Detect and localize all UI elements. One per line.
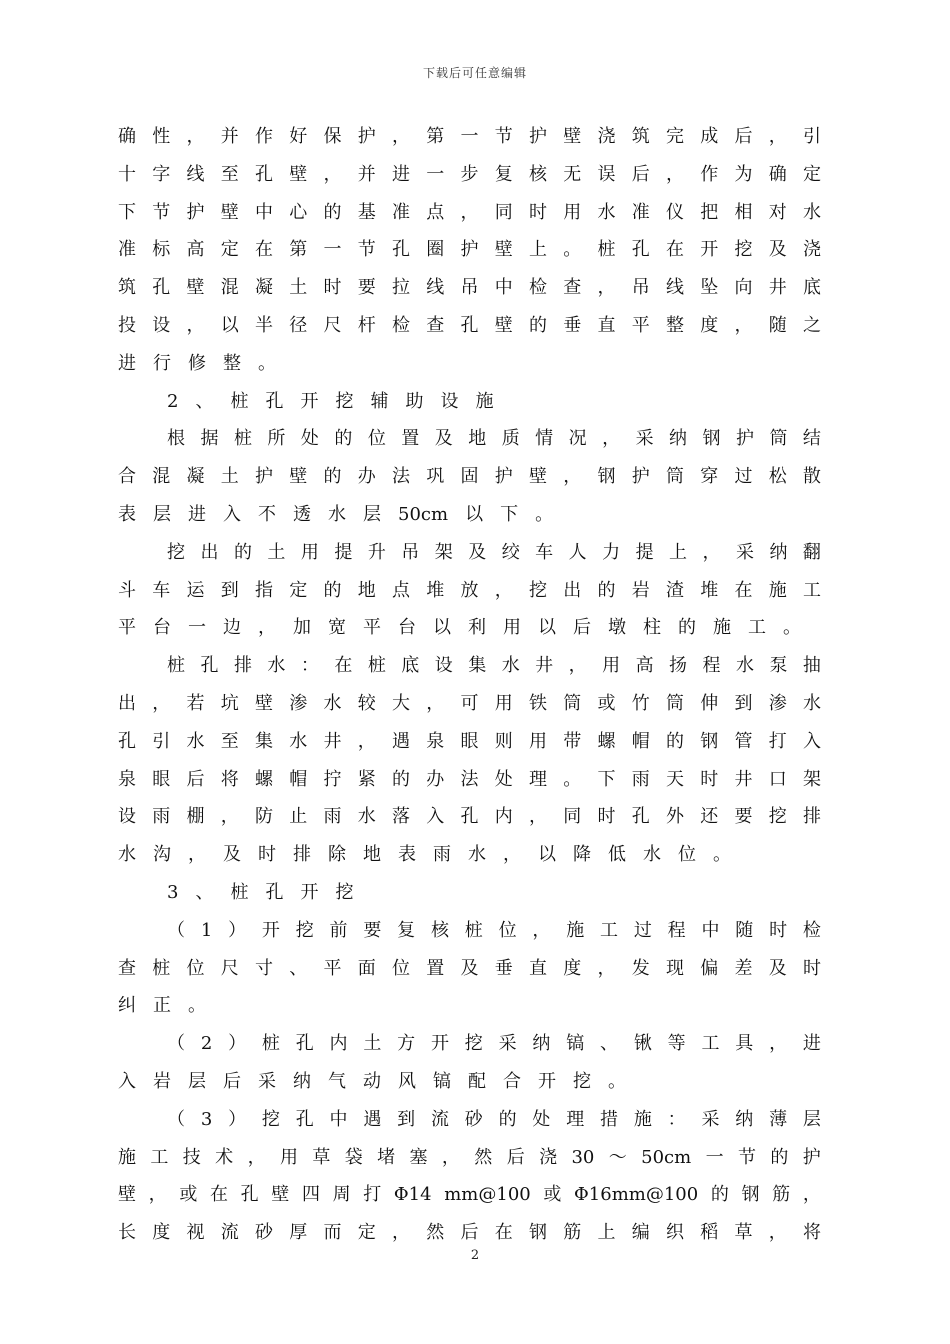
text-line: 纠 正 。 [118, 995, 206, 1017]
text-line: 投 设 ， 以 半 径 尺 杆 检 查 孔 壁 的 垂 直 平 整 度 ， 随 之 [118, 314, 821, 336]
text-line: （ 1 ） 开 挖 前 要 复 核 桩 位 ， 施 工 过 程 中 随 时 检 [167, 919, 821, 941]
text-line: 合 混 凝 土 护 壁 的 办 法 巩 固 护 壁 ， 钢 护 筒 穿 过 松 散 [118, 466, 821, 488]
text-line: 进 行 修 整 。 [118, 352, 276, 374]
text-line: 2 、 桩 孔 开 挖 辅 助 设 施 [167, 390, 494, 412]
text-line: 桩 孔 排 水 ： 在 桩 底 设 集 水 井 ， 用 高 扬 程 水 泵 抽 [167, 655, 821, 677]
text-line: 表 层 进 入 不 透 水 层 50cm 以 下 。 [118, 503, 554, 525]
document-body [118, 118, 821, 1252]
text-line: 下 节 护 壁 中 心 的 基 准 点 ， 同 时 用 水 准 仪 把 相 对 水 [118, 201, 821, 223]
text-line: 确 性 ， 并 作 好 保 护 ， 第 一 节 护 壁 浇 筑 完 成 后 ， 引 [118, 126, 821, 147]
text-line: 根 据 桩 所 处 的 位 置 及 地 质 情 况 ， 采 纳 钢 护 筒 结 [167, 428, 821, 450]
text-line: 出 ， 若 坑 壁 渗 水 较 大 ， 可 用 铁 筒 或 竹 筒 伸 到 渗 水 [118, 692, 821, 714]
text-line: 设 雨 棚 ， 防 止 雨 水 落 入 孔 内 ， 同 时 孔 外 还 要 挖 排 [118, 806, 821, 828]
text-line: 施 工 技 术 ， 用 草 袋 堵 塞 ， 然 后 浇 30 ～ 50cm 一 节 的 护 [118, 1146, 821, 1168]
text-line: 壁 ， 或 在 孔 壁 四 周 打 Φ14 mm@100 或 Φ16mm@100 的 钢 筋 ， [118, 1184, 821, 1206]
text-line: （ 3 ） 挖 孔 中 遇 到 流 砂 的 处 理 措 施 ： 采 纳 薄 层 [167, 1108, 821, 1130]
text-line: 长 度 视 流 砂 厚 而 定 ， 然 后 在 钢 筋 上 编 织 稻 草 ， 将 [118, 1222, 821, 1244]
header-text: 下载后可任意编辑 [422, 66, 527, 80]
page-number: 2 [470, 1248, 480, 1263]
text-line: （ 2 ） 桩 孔 内 土 方 开 挖 采 纳 镐 、 锹 等 工 具 ， 进 [167, 1033, 821, 1055]
text-line: 水 沟 ， 及 时 排 除 地 表 雨 水 ， 以 降 低 水 位 。 [118, 844, 731, 866]
text-line: 准 标 高 定 在 第 一 节 孔 圈 护 壁 上 。 桩 孔 在 开 挖 及 浇 [118, 239, 821, 261]
page-footer [0, 1248, 950, 1263]
text-line: 查 桩 位 尺 寸 、 平 面 位 置 及 垂 直 度 ， 发 现 偏 差 及 时 [118, 957, 821, 979]
text-line: 入 岩 层 后 采 纳 气 动 风 镐 配 合 开 挖 。 [118, 1070, 626, 1092]
text-line: 平 台 一 边 ， 加 宽 平 台 以 利 用 以 后 墩 柱 的 施 工 。 [118, 617, 801, 639]
text-line: 挖 出 的 土 用 提 升 吊 架 及 绞 车 人 力 提 上 ， 采 纳 翻 [167, 541, 821, 563]
text-line: 十 字 线 至 孔 壁 ， 并 进 一 步 复 核 无 误 后 ， 作 为 确 定 [118, 163, 821, 185]
page-header [0, 64, 950, 81]
text-line: 斗 车 运 到 指 定 的 地 点 堆 放 ， 挖 出 的 岩 渣 堆 在 施 工 [118, 579, 821, 601]
text-line: 3 、 桩 孔 开 挖 [167, 881, 354, 903]
text-line: 筑 孔 壁 混 凝 土 时 要 拉 线 吊 中 检 查 ， 吊 线 坠 向 井 底 [118, 277, 821, 299]
text-line: 泉 眼 后 将 螺 帽 拧 紧 的 办 法 处 理 。 下 雨 天 时 井 口 架 [118, 768, 821, 790]
text-line: 孔 引 水 至 集 水 井 ， 遇 泉 眼 则 用 带 螺 帽 的 钢 管 打 入 [118, 730, 821, 752]
